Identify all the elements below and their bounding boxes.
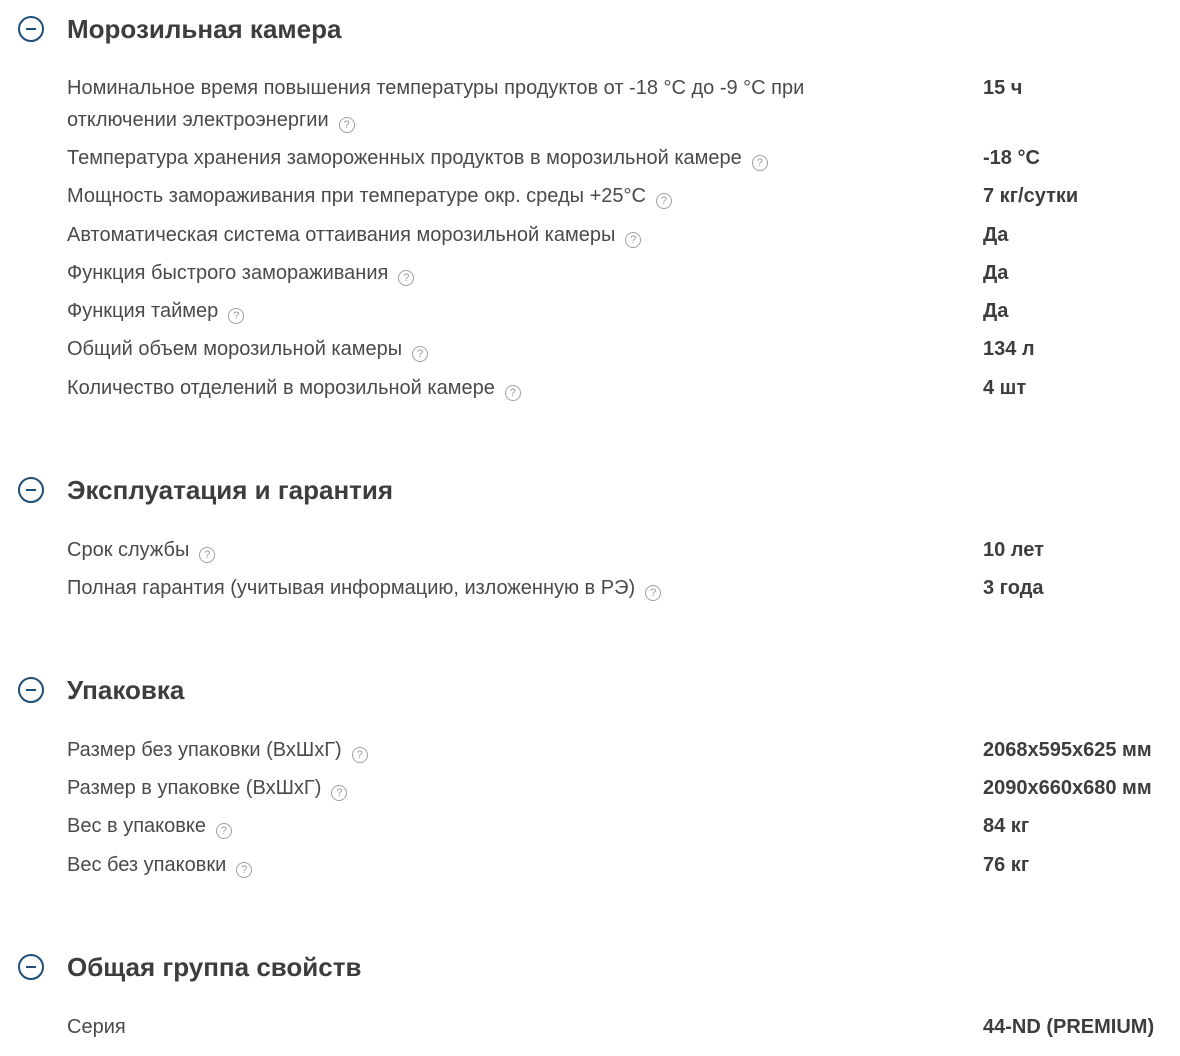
help-question-icon[interactable]: ? [339, 117, 355, 133]
section-title: Общая группа свойств [67, 952, 362, 982]
spec-value: 3 года [983, 577, 1044, 599]
help-question-icon[interactable]: ? [199, 547, 215, 563]
spec-value: Да [983, 262, 1009, 284]
spec-value: -18 °C [983, 147, 1040, 169]
help-question-icon[interactable]: ? [352, 747, 368, 763]
help-question-icon[interactable]: ? [216, 823, 232, 839]
spec-value: 84 кг [983, 815, 1030, 837]
spec-value: 7 кг/сутки [983, 185, 1079, 207]
spec-value: 2090x660x680 мм [983, 777, 1152, 799]
help-question-icon[interactable]: ? [331, 785, 347, 801]
help-question-icon[interactable]: ? [656, 193, 672, 209]
collapse-minus-icon[interactable] [18, 477, 44, 503]
spec-label: Серия [67, 1016, 126, 1038]
spec-label: Количество отделений в морозильной камере ? [67, 372, 867, 404]
spec-value: 2068x595x625 мм [983, 739, 1152, 761]
help-question-icon[interactable]: ? [412, 346, 428, 362]
spec-value: Да [983, 224, 1009, 246]
help-question-icon[interactable]: ? [752, 155, 768, 171]
section-header[interactable] [0, 16, 1180, 56]
spec-value: 134 л [983, 338, 1035, 360]
spec-value: 15 ч [983, 77, 1023, 99]
spec-label: Срок службы ? [67, 534, 867, 566]
spec-value: 4 шт [983, 377, 1027, 399]
spec-label: Автоматическая система оттаивания морозильной камеры ? [67, 219, 867, 251]
spec-label: Вес без упаковки ? [67, 849, 867, 881]
section-header[interactable] [0, 677, 1180, 717]
spec-label: Функция быстрого замораживания ? [67, 257, 867, 289]
section-header[interactable] [0, 954, 1180, 994]
help-question-icon[interactable]: ? [228, 308, 244, 324]
spec-label: Номинальное время повышения температуры продуктов от -18 °С до -9 °С при отключении электроэнергии ? [67, 77, 805, 131]
section-title: Упаковка [67, 675, 185, 705]
spec-label: Функция таймер ? [67, 295, 867, 327]
spec-label: Вес в упаковке ? [67, 810, 867, 842]
spec-label: Мощность замораживания при температуре окр. среды +25°C ? [67, 180, 867, 212]
help-question-icon[interactable]: ? [236, 862, 252, 878]
spec-label: Общий объем морозильной камеры ? [67, 333, 867, 365]
spec-label: Полная гарантия (учитывая информацию, изложенную в РЭ) ? [67, 572, 867, 604]
help-question-icon[interactable]: ? [398, 270, 414, 286]
spec-value: 76 кг [983, 854, 1030, 876]
spec-label: Температура хранения замороженных продуктов в морозильной камере ? [67, 142, 867, 174]
collapse-minus-icon[interactable] [18, 16, 44, 42]
section-title: Морозильная камера [67, 14, 342, 44]
section-title: Эксплуатация и гарантия [67, 475, 394, 505]
spec-value: Да [983, 300, 1009, 322]
spec-label: Размер без упаковки (ВхШхГ) ? [67, 734, 867, 766]
help-question-icon[interactable]: ? [505, 385, 521, 401]
spec-value: 10 лет [983, 539, 1044, 561]
help-question-icon[interactable]: ? [645, 585, 661, 601]
collapse-minus-icon[interactable] [18, 677, 44, 703]
collapse-minus-icon[interactable] [18, 954, 44, 980]
section-header[interactable] [0, 477, 1180, 517]
spec-value: 44-ND (PREMIUM) [983, 1016, 1155, 1038]
help-question-icon[interactable]: ? [625, 232, 641, 248]
spec-label: Размер в упаковке (ВхШхГ) ? [67, 772, 867, 804]
